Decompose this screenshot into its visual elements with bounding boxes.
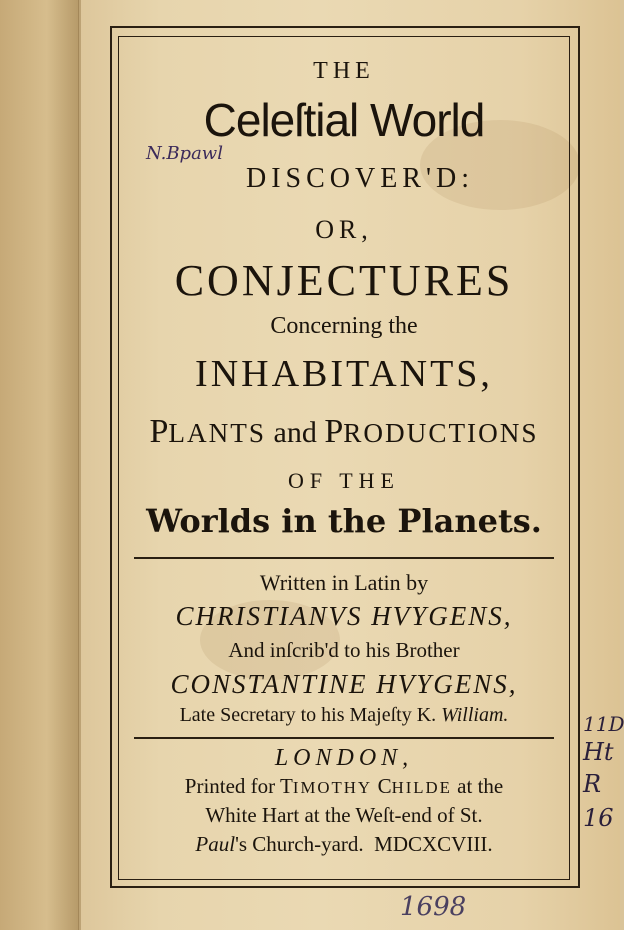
title-worlds-in-the-planets: Worlds in the Planets. [146, 502, 542, 540]
imprint-white-hart: White Hart at the Weſt-end of St. [205, 803, 483, 827]
printer-last-name: HILDE [391, 778, 452, 797]
plants-initial: P [149, 413, 169, 450]
margin-note-4: 16 [583, 804, 614, 832]
productions-rest: RODUCTIONS [343, 418, 539, 448]
pauls-text: Paul [195, 832, 236, 856]
church-yard-date: 's Church-yard. MDCXCVIII. [235, 832, 493, 856]
title-plants-and-productions [118, 413, 570, 451]
printer-initial-t: T [280, 774, 293, 798]
title-inhabitants: INHABITANTS, [195, 353, 493, 395]
rule-upper [134, 557, 554, 559]
printer-first-name: IMOTHY [292, 778, 378, 797]
handwritten-year: 1698 [400, 892, 467, 922]
handwritten-signature: N.Bpawl [146, 143, 223, 164]
title-discoverd: DISCOVER'D: [245, 163, 475, 194]
facing-page-edge [0, 0, 79, 930]
productions-initial: P [324, 413, 344, 450]
title-or: OR, [315, 215, 373, 244]
margin-note-2: Ht [583, 738, 614, 766]
imprint-church-yard [118, 832, 570, 857]
at-the-text: at the [451, 774, 504, 798]
brother-name: CONSTANTINE HVYGENS, [170, 669, 518, 699]
secretary-text: Late Secretary to his Majeſty K. [179, 704, 442, 726]
title-concerning-the: Concerning the [270, 313, 418, 339]
inscribed-to-brother: And inſcrib'd to his Brother [228, 638, 460, 662]
printed-for-text: Printed for [184, 774, 281, 798]
written-in-latin: Written in Latin by [259, 570, 429, 595]
binding-shadow [78, 0, 81, 930]
king-william: William. [441, 704, 509, 726]
title-of-the: OF THE [288, 468, 400, 493]
rule-lower [134, 737, 554, 739]
printer-initial-c: C [377, 774, 392, 798]
margin-note-3: R [583, 770, 602, 798]
title-celestial-world: Celeſtial World [203, 94, 485, 146]
author-name: CHRISTIANVS HVYGENS, [175, 601, 513, 631]
imprint-london: LONDON, [274, 745, 414, 771]
title-the: THE [313, 58, 375, 84]
and-word: and [266, 416, 325, 449]
late-secretary [118, 704, 570, 727]
imprint-printed-for [118, 774, 570, 799]
margin-note-1: 11D [583, 712, 624, 736]
title-conjectures: CONJECTURES [174, 256, 514, 305]
plants-rest: LANTS [168, 418, 267, 448]
